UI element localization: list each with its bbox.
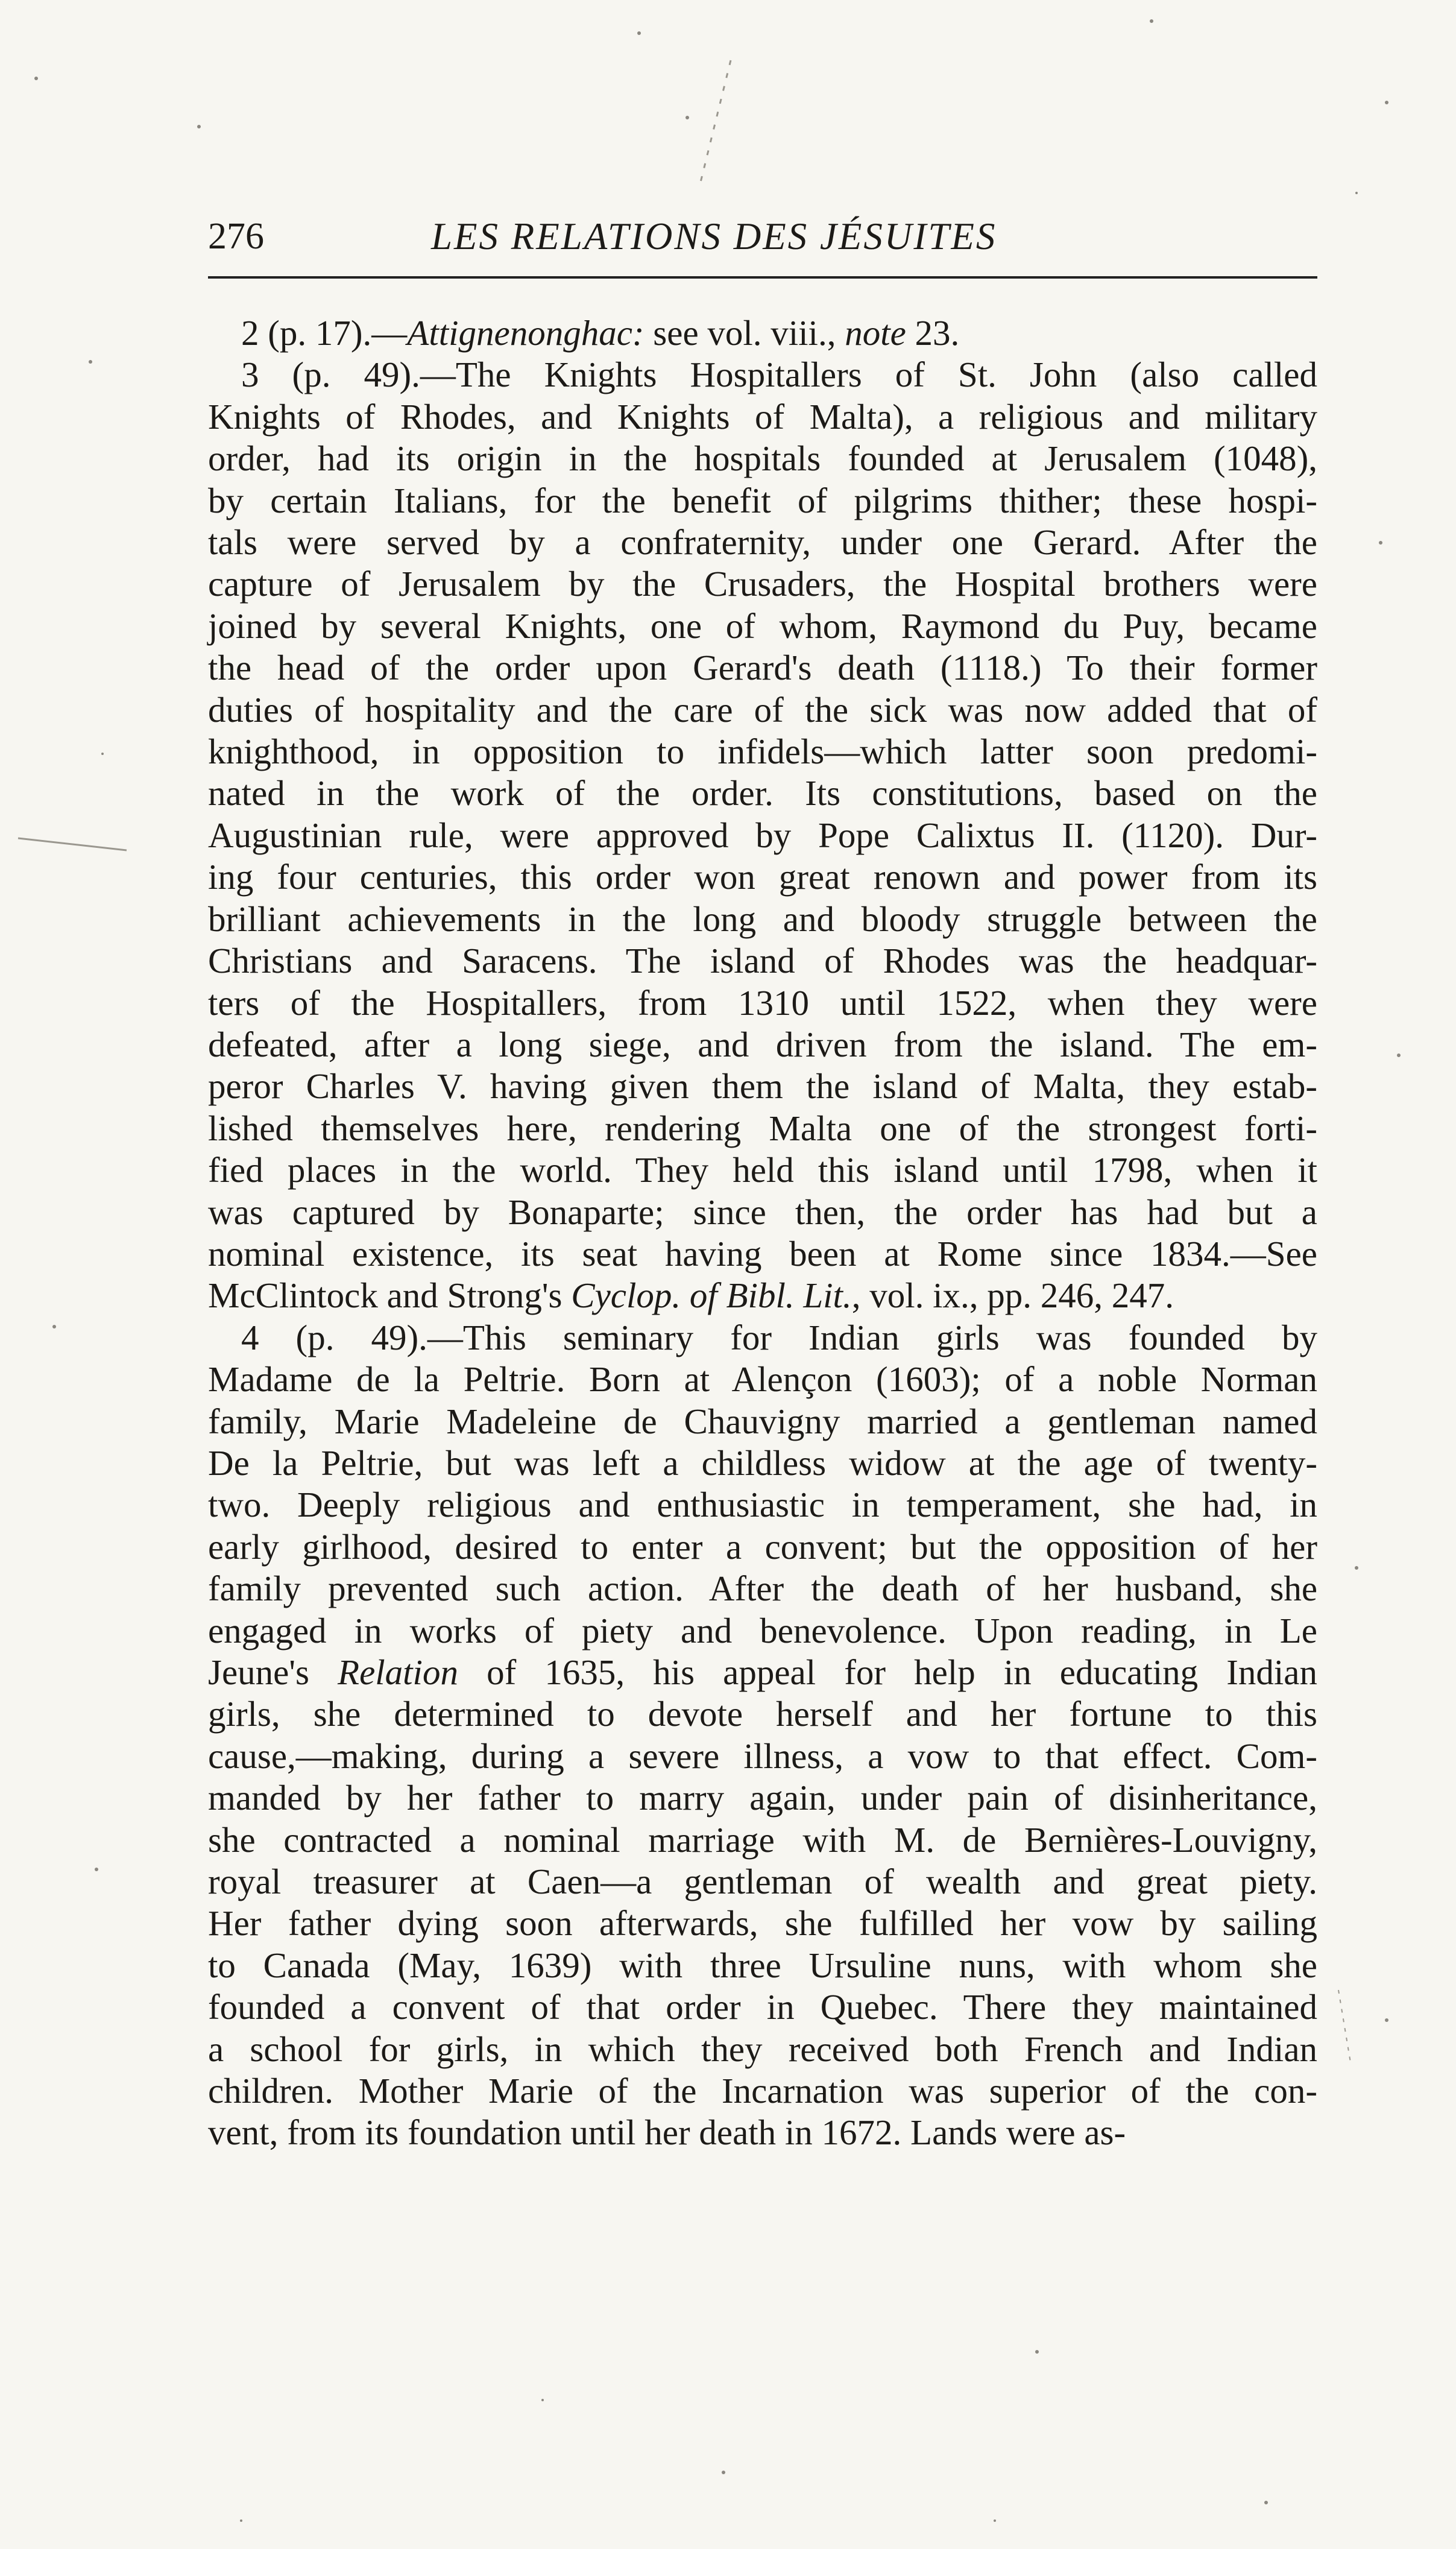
text-span: 4 (p. 49).—This seminary for Indian girls was founded by: [241, 1317, 1317, 1357]
text-span: royal treasurer at Caen—a gentleman of wealth and great piety.: [208, 1862, 1317, 1902]
text-span: was captured by Bonaparte; since then, the order has had but a: [208, 1192, 1317, 1232]
text-span: children. Mother Marie of the Incarnation was superior of the con-: [208, 2071, 1317, 2111]
page-number: 276: [208, 216, 264, 257]
text-span: joined by several Knights, one of whom, Raymond du Puy, became: [208, 605, 1317, 646]
text-span: knighthood, in opposition to infidels—which latter soon predomi-: [208, 731, 1317, 772]
text-span: ters of the Hospitallers, from 1310 until 1522, when they were: [208, 982, 1317, 1023]
text-span: defeated, after a long siege, and driven from the island. The em-: [208, 1024, 1317, 1064]
text-span: capture of Jerusalem by the Crusaders, the Hospital brothers were: [208, 564, 1317, 604]
text-span: fied places in the world. They held this island until 1798, when it: [208, 1150, 1317, 1190]
text-span: family prevented such action. After the death of her husband, she: [208, 1568, 1317, 1609]
text-span: a school for girls, in which they received both French and Indian: [208, 2029, 1317, 2069]
text-span: the head of the order upon Gerard's death (1118.) To their former: [208, 648, 1317, 688]
text-span: family, Marie Madeleine de Chauvigny married a gentleman named: [208, 1401, 1317, 1441]
text-span: 2 (p. 17).—: [241, 313, 408, 353]
text-span: see vol. viii.,: [644, 313, 845, 353]
text-span: early girlhood, desired to enter a convent; but the opposition of her: [208, 1526, 1317, 1567]
text-span: 3 (p. 49).—The Knights Hospitallers of St. John (also called: [241, 355, 1317, 395]
text-span: nated in the work of the order. Its constitutions, based on the: [208, 773, 1317, 813]
text-span: tals were served by a confraternity, under one Gerard. After the: [208, 522, 1317, 563]
text-span: duties of hospitality and the care of the sick was now added that of: [208, 689, 1317, 730]
text-span: nominal existence, its seat having been at Rome since 1834.—See: [208, 1233, 1317, 1274]
text-span: brilliant achievements in the long and bloody struggle between the: [208, 899, 1317, 939]
text-span: cause,—making, during a severe illness, a vow to that effect. Com-: [208, 1736, 1317, 1776]
italic-span: note: [845, 313, 906, 353]
text-span: manded by her father to marry again, under pain of disinheritance,: [208, 1778, 1317, 1818]
italic-span: Cyclop. of Bibl. Lit.: [571, 1275, 852, 1316]
text-span: two. Deeply religious and enthusiastic in temperament, she had, in: [208, 1485, 1317, 1525]
text-span: she contracted a nominal marriage with M. de Bernières-Louvigny,: [208, 1819, 1317, 1860]
text-span: Her father dying soon afterwards, she fulfilled her vow by sailing: [208, 1903, 1317, 1944]
text-span: Madame de la Peltrie. Born at Alençon (1603); of a noble Norman: [208, 1359, 1317, 1400]
text-span: girls, she determined to devote herself and her fortune to this: [208, 1694, 1317, 1734]
text-span: engaged in works of piety and benevolence. Upon reading, in Le: [208, 1610, 1317, 1650]
text-span: Jeune's: [208, 1652, 338, 1692]
text-span: , vol. ix., pp. 246, 247.: [851, 1275, 1174, 1316]
text-span: Christians and Saracens. The island of Rhodes was the headquar-: [208, 941, 1317, 981]
text-span: McClintock and Strong's: [208, 1275, 572, 1316]
text-span: 23.: [906, 313, 960, 353]
text-span: Augustinian rule, were approved by Pope Calixtus II. (1120). Dur-: [208, 815, 1317, 855]
text-span: founded a convent of that order in Quebec. There they maintained: [208, 1987, 1317, 2027]
text-span: to Canada (May, 1639) with three Ursuline nuns, with whom she: [208, 1945, 1317, 1985]
text-span: De la Peltrie, but was left a childless widow at the age of twenty-: [208, 1442, 1317, 1483]
running-head: LES RELATIONS DES JÉSUITES: [431, 215, 997, 257]
italic-span: Relation: [338, 1652, 458, 1692]
text-span: order, had its origin in the hospitals founded at Jerusalem (1048),: [208, 438, 1317, 479]
text-span: lished themselves here, rendering Malta one of the strongest forti-: [208, 1108, 1317, 1148]
text-span: of 1635, his appeal for help in educating Indian: [458, 1652, 1317, 1692]
text-span: peror Charles V. having given them the island of Malta, they estab-: [208, 1066, 1317, 1107]
text-span: ing four centuries, this order won great renown and power from its: [208, 857, 1317, 897]
text-span: by certain Italians, for the benefit of pilgrims thither; these hospi-: [208, 480, 1317, 520]
text-span: Knights of Rhodes, and Knights of Malta), a religious and military: [208, 396, 1317, 437]
italic-span: Attignenonghac:: [407, 313, 644, 353]
text-span: vent, from its foundation until her death in 1672. Lands were as-: [208, 2112, 1126, 2153]
